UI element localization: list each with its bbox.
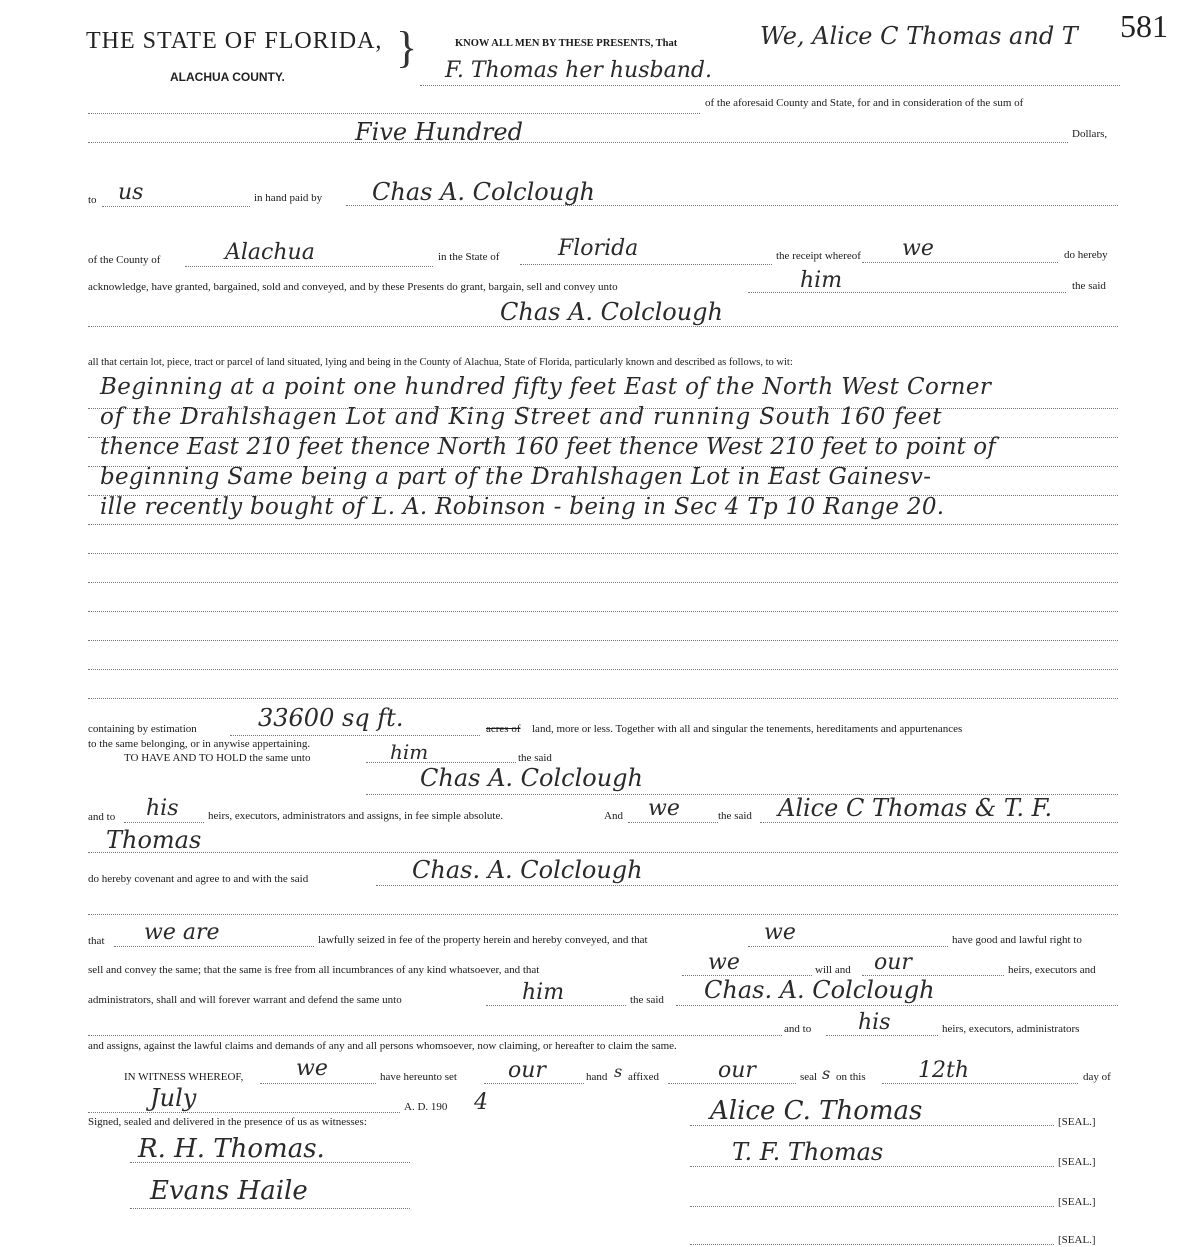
aforesaid-text: of the aforesaid County and State, for and in consideration of the sum of [705,97,1024,109]
will-our: our [874,950,912,975]
have-good-text: have good and lawful right to [952,934,1082,946]
and-we: we [648,796,680,821]
to-have-label: TO HAVE AND TO HOLD the same unto [124,752,311,764]
that-we: we [764,920,796,945]
do-hereby-label: do hereby [1064,249,1108,261]
year-value: 4 [474,1090,488,1115]
containing-label: containing by estimation [88,723,197,735]
paid-by-name: Chas A. Colclough [372,178,595,206]
acknowledge-text: acknowledge, have granted, bargained, sold and conveyed, and by these Presents do grant, bargain, sell and convey unto [88,281,618,293]
unto-value: him [800,268,843,293]
signer-1-signature: Alice C. Thomas [710,1096,923,1126]
have-hereunto-label: have hereunto set [380,1071,457,1083]
will-and-label: will and [815,964,851,976]
the-said-label-4: the said [630,994,664,1006]
month-value: July [150,1084,197,1112]
sell-we: we [708,950,740,975]
seal-4: [SEAL.] [1058,1234,1096,1246]
area-value: 33600 sq ft. [258,704,404,732]
grantors-line1: We, Alice C Thomas and T [760,22,1078,50]
seal-word-label: seal [800,1071,818,1083]
grantors-names-b: Thomas [106,826,202,854]
receipt-label: the receipt whereof [776,250,861,262]
and-to-his: his [146,796,179,821]
description-line-3: thence East 210 feet thence North 160 feet thence West 210 feet to point of [100,434,996,460]
seal-1: [SEAL.] [1058,1116,1096,1128]
and-label: And [604,810,623,822]
witness-1-signature: R. H. Thomas. [138,1134,325,1164]
that-we-are: we are [144,920,220,945]
set-our: our [508,1058,546,1083]
to-have-grantee: Chas A. Colclough [420,764,643,792]
description-line-2: of the Drahlshagen Lot and King Street and running South 160 feet [100,404,943,430]
signer-2-signature: T. F. Thomas [732,1138,884,1166]
administrators-text: administrators, shall and will forever warrant and defend the same unto [88,994,402,1006]
day-of-label: day of [1083,1071,1111,1083]
acres-of-label: acres of [486,723,521,735]
seal-s: s [822,1064,831,1083]
signed-text: Signed, sealed and delivered in the presence of us as witnesses: [88,1116,367,1128]
witness-we: we [296,1056,328,1081]
in-witness-label: IN WITNESS WHEREOF, [124,1071,244,1083]
affixed-label: affixed [628,1071,659,1083]
to-the-same-text: to the same belonging, or in anywise appertaining. [88,738,311,750]
state-of-label: in the State of [438,251,500,263]
the-said-label-2: the said [518,752,552,764]
heirs-exec-text: heirs, executors, administrators and assigns, in fee simple absolute. [208,810,504,822]
seal-3: [SEAL.] [1058,1196,1096,1208]
grantors-names-a: Alice C Thomas & T. F. [778,794,1053,822]
and-assigns-text: and assigns, against the lawful claims and demands of any and all persons whomsoever, now claiming, or hereafter to claim the same. [88,1040,677,1052]
state-title: THE STATE OF FLORIDA, [86,28,383,54]
county-of-label: of the County of [88,254,161,266]
state-value: Florida [558,236,639,261]
county-label: ALACHUA COUNTY. [170,70,285,84]
day-value: 12th [918,1058,970,1083]
grantee-name: Chas A. Colclough [500,298,723,326]
sell-convey-text: sell and convey the same; that the same is free from all incumbrances of any kind whatsoever, and that [88,964,540,976]
witness-2-signature: Evans Haile [150,1176,308,1206]
page-number: 581 [1120,8,1168,44]
all-that-certain-text: all that certain lot, piece, tract or parcel of land situated, lying and being in the County of Alachua, State of Florida, particularly known and described as follows, to wit: [88,357,793,368]
to-whom: us [118,180,144,205]
paid-by-label: in hand paid by [254,192,323,204]
sum-amount: Five Hundred [355,118,523,146]
and-to-label-2: and to [784,1023,812,1035]
covenant-text: do hereby covenant and agree to and with the said [88,873,309,885]
and-to-his-2: his [858,1010,891,1035]
the-said-label: the said [1072,280,1106,292]
affixed-our: our [718,1058,756,1083]
seal-2: [SEAL.] [1058,1156,1096,1168]
grantors-line2: F. Thomas her husband. [445,58,712,83]
dollars-label: Dollars, [1072,128,1108,140]
ad-label: A. D. 190 [404,1101,448,1113]
description-line-5: ille recently bought of L. A. Robinson - being in Sec 4 Tp 10 Range 20. [100,494,945,520]
to-label: to [88,194,97,206]
covenant-with: Chas. A. Colclough [412,856,643,884]
that-label: that [88,935,105,947]
defend-unto: him [522,980,565,1005]
description-line-1: Beginning at a point one hundred fifty feet East of the North West Corner [100,374,992,400]
county-value: Alachua [225,240,315,265]
land-more-text: land, more or less. Together with all and singular the tenements, hereditaments and appurtenances [532,723,963,735]
receipt-by: we [902,236,934,261]
hand-s: s [614,1062,623,1081]
description-line-4: beginning Same being a part of the Drahlshagen Lot in East Gainesv- [100,464,932,490]
know-all-men: KNOW ALL MEN BY THESE PRESENTS, That [455,38,678,49]
defend-grantee: Chas. A. Colclough [704,976,935,1004]
and-to-label: and to [88,811,116,823]
lawfully-text: lawfully seized in fee of the property herein and hereby conveyed, and that [318,934,648,946]
on-this-label: on this [836,1071,866,1083]
to-have-unto: him [390,740,429,764]
hand-label: hand [586,1071,608,1083]
brace: } [396,23,418,72]
the-said-label-3: the said [718,810,752,822]
heirs-exec-2-text: heirs, executors and [1008,964,1096,976]
heirs-exec-3-text: heirs, executors, administrators [942,1023,1080,1035]
